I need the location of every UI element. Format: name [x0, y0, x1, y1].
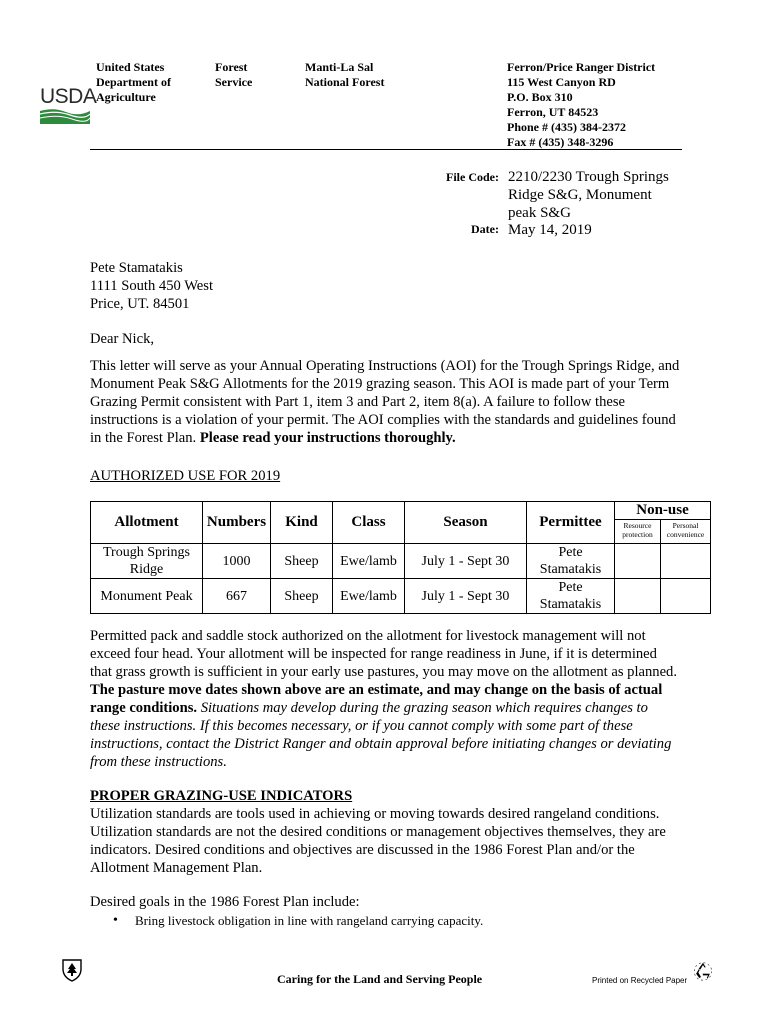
cell-numbers: 667 [203, 579, 271, 614]
authorized-use-table [90, 501, 711, 614]
list-item: • Bring livestock obligation in line with rangeland carrying capacity. [113, 913, 483, 929]
intro-paragraph [90, 357, 680, 447]
cell-allotment: Monument Peak [91, 579, 203, 614]
inspection-bold-text: The pasture move dates shown above are an estimate, and may change on the basis of actual range conditions. [90, 682, 663, 716]
col-header-allotment: Allotment [91, 502, 203, 544]
utilization-paragraph: Utilization standards are tools used in achieving or moving towards desired rangeland conditions. Utilization standards are not the desired conditions or management objectives themselves, they are indicators. Desired conditions and objectives are discussed in the 1986 Forest Plan and/or the Allotment Management Plan. [90, 806, 666, 876]
cell-numbers: 1000 [203, 544, 271, 579]
recycle-icon [692, 960, 714, 982]
inspection-text: Permitted pack and saddle stock authorized on the allotment for livestock management will not exceed four head. Your allotment will be inspected for range readiness in June, if it is determined that grass growth is sufficient in your early use pastures, you may move on the allotment as planned. [90, 628, 677, 680]
file-code-label: File Code: [446, 170, 499, 184]
cell-class: Ewe/lamb [333, 579, 405, 614]
col-header-kind: Kind [271, 502, 333, 544]
goals-intro: Desired goals in the 1986 Forest Plan include: [90, 894, 360, 910]
cell-personal-convenience [661, 579, 711, 614]
goals-list [113, 913, 483, 929]
cell-personal-convenience [661, 544, 711, 579]
cell-class: Ewe/lamb [333, 544, 405, 579]
table-row [91, 544, 711, 579]
col-header-season: Season [405, 502, 527, 544]
cell-kind: Sheep [271, 579, 333, 614]
col-header-personal-convenience: Personal convenience [661, 520, 711, 544]
col-header-class: Class [333, 502, 405, 544]
col-header-resource-protection: Resource protection [615, 520, 661, 544]
department-name: United States Department of Agriculture [96, 60, 171, 104]
intro-bold-text: Please read your instructions thoroughly. [199, 430, 456, 446]
col-header-nonuse: Non-use [615, 502, 711, 520]
cell-resource-protection [615, 579, 661, 614]
intro-text: This letter will serve as your Annual Operating Instructions (AOI) for the Trough Springs Ridge, and Monument Peak S&G Allotments for the 2019 grazing season. This AOI is made part of your Term Grazing Permit consistent with Part 1, item 3 and Part 2, item 8(a). A failure to follow these instructions is a violation of your permit. The AOI complies with the standards and guidelines found in the Forest Plan. [90, 358, 680, 446]
file-code-value: 2210/2230 Trough Springs Ridge S&G, Monument peak S&G [508, 169, 669, 221]
cell-season: July 1 - Sept 30 [405, 579, 527, 614]
col-header-permittee: Permittee [527, 502, 615, 544]
forest-service-shield-icon [60, 958, 84, 982]
proper-grazing-heading: PROPER GRAZING-USE INDICATORS [90, 788, 353, 804]
table-row [91, 579, 711, 614]
inspection-paragraph [90, 627, 680, 771]
cell-permittee: Pete Stamatakis [527, 579, 615, 614]
cell-season: July 1 - Sept 30 [405, 544, 527, 579]
recipient-address: Pete Stamatakis 1111 South 450 West Price, UT. 84501 [90, 260, 214, 312]
district-address: Ferron/Price Ranger District 115 West Canyon RD P.O. Box 310 Ferron, UT 84523 Phone # (435) 384-2372 Fax # (435) 348-3296 [507, 60, 656, 149]
forest-name: Manti-La Sal National Forest [305, 60, 385, 89]
cell-kind: Sheep [271, 544, 333, 579]
authorized-use-heading: AUTHORIZED USE FOR 2019 [90, 468, 281, 484]
recycled-paper-note: Printed on Recycled Paper [592, 976, 688, 985]
salutation: Dear Nick, [90, 331, 155, 347]
letterhead-divider [90, 149, 682, 150]
usda-logo-text: USDA [40, 85, 97, 108]
col-header-numbers: Numbers [203, 502, 271, 544]
footer-motto: Caring for the Land and Serving People [277, 972, 483, 986]
cell-resource-protection [615, 544, 661, 579]
date-value: May 14, 2019 [508, 222, 592, 238]
cell-allotment: Trough Springs Ridge [91, 544, 203, 579]
cell-permittee: Pete Stamatakis [527, 544, 615, 579]
inspection-italic-text: Situations may develop during the grazing season which requires changes to these instructions. If this becomes necessary, or if you cannot comply with some part of these instructions, contact the District Ranger and obtain approval before initiating changes or deviating from these instructions. [90, 700, 672, 770]
agency-name: Forest Service [215, 60, 253, 89]
usda-logo-field-icon [40, 108, 90, 124]
letterhead [40, 58, 685, 150]
date-label: Date: [471, 222, 499, 236]
usda-logo [40, 85, 97, 120]
